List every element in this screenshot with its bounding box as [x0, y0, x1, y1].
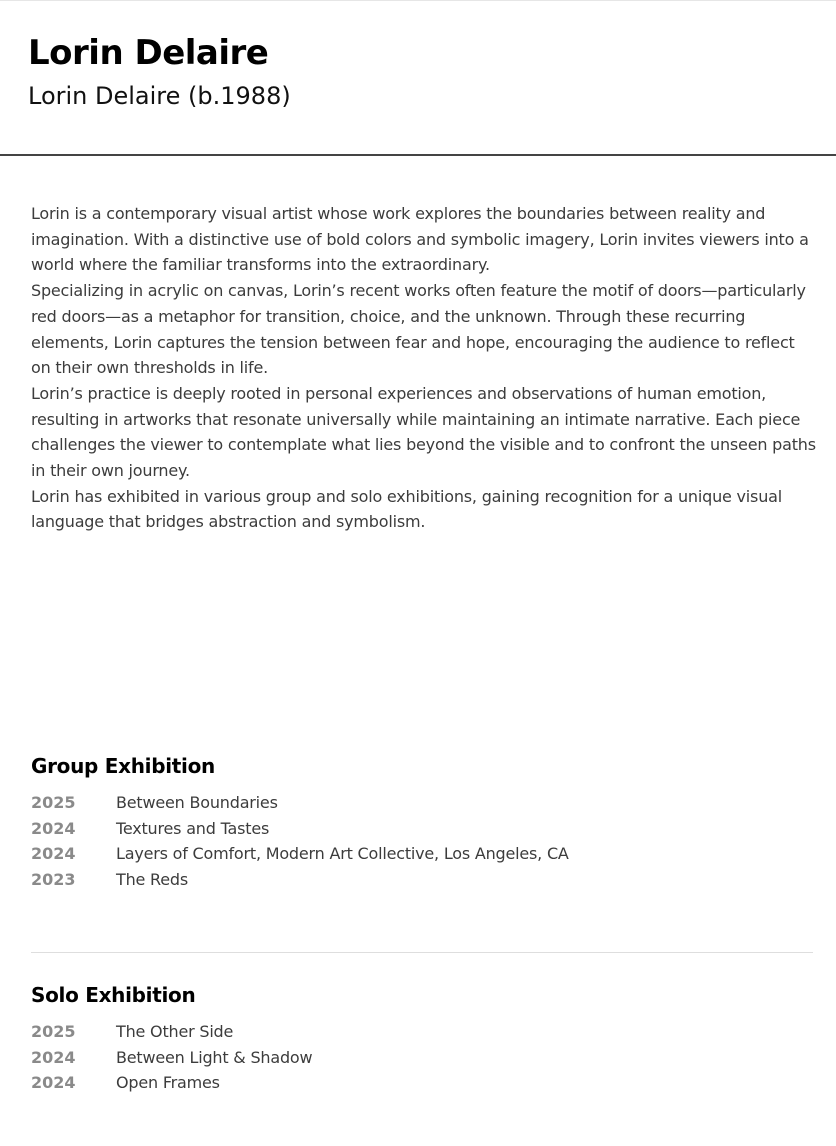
exhibition-year: 2025 [31, 793, 76, 812]
exhibition-title: The Other Side [116, 1022, 234, 1041]
artist-biography [31, 201, 816, 535]
exhibition-row [31, 1045, 813, 1071]
exhibition-year: 2024 [31, 1047, 76, 1067]
exhibition-row [31, 1070, 813, 1096]
exhibition-row [31, 790, 813, 816]
exhibition-row [31, 841, 813, 867]
exhibition-title: Between Boundaries [116, 793, 278, 812]
exhibition-title: Open Frames [116, 1073, 220, 1093]
bio-paragraph: Specializing in acrylic on canvas, Lorin’s recent works often feature the motif of doors—particularly red doors—as a metaphor for transition, choice, and the unknown. Through these recurring elements, Lorin captures the tension between fear and hope, encouraging the audience to reflect on their own thresholds in life. [31, 281, 806, 378]
solo-exhibition-section [31, 981, 813, 1096]
exhibition-year: 2025 [31, 1022, 76, 1041]
bio-paragraph: Lorin’s practice is deeply rooted in personal experiences and observations of human emotion, resulting in artworks that resonate universally while maintaining an intimate narrative. Each piece challenges the viewer to contemplate what lies beyond the visible and to confront the unseen paths in their own journey. [31, 383, 816, 481]
artist-name: Lorin Delaire [28, 33, 269, 73]
exhibition-title: Between Light & Shadow [116, 1047, 313, 1067]
artist-subtitle: Lorin Delaire (b.1988) [28, 82, 291, 110]
exhibition-row [31, 1019, 813, 1045]
exhibition-year: 2024 [31, 844, 76, 864]
section-title-solo-exhibition: Solo Exhibition [31, 983, 196, 1007]
section-title-group-exhibition: Group Exhibition [31, 754, 215, 778]
exhibition-title: Layers of Comfort, Modern Art Collective, Los Angeles, CA [116, 844, 569, 864]
group-exhibition-section [31, 752, 813, 893]
exhibition-row [31, 867, 813, 893]
exhibition-year: 2023 [31, 870, 76, 890]
bio-paragraph: Lorin has exhibited in various group and solo exhibitions, gaining recognition for a unique visual language that bridges abstraction and symbolism. [31, 486, 782, 532]
exhibition-year: 2024 [31, 1073, 76, 1093]
exhibition-year: 2024 [31, 818, 76, 838]
exhibition-title: The Reds [116, 870, 188, 890]
bio-paragraph: Lorin is a contemporary visual artist whose work explores the boundaries between reality and imagination. With a distinctive use of bold colors and symbolic imagery, Lorin invites viewers into a world where the familiar transforms into the extraordinary. [31, 204, 809, 275]
page-header [0, 0, 836, 156]
exhibition-title: Textures and Tastes [116, 818, 270, 838]
section-divider [31, 952, 813, 953]
exhibition-row [31, 816, 813, 842]
